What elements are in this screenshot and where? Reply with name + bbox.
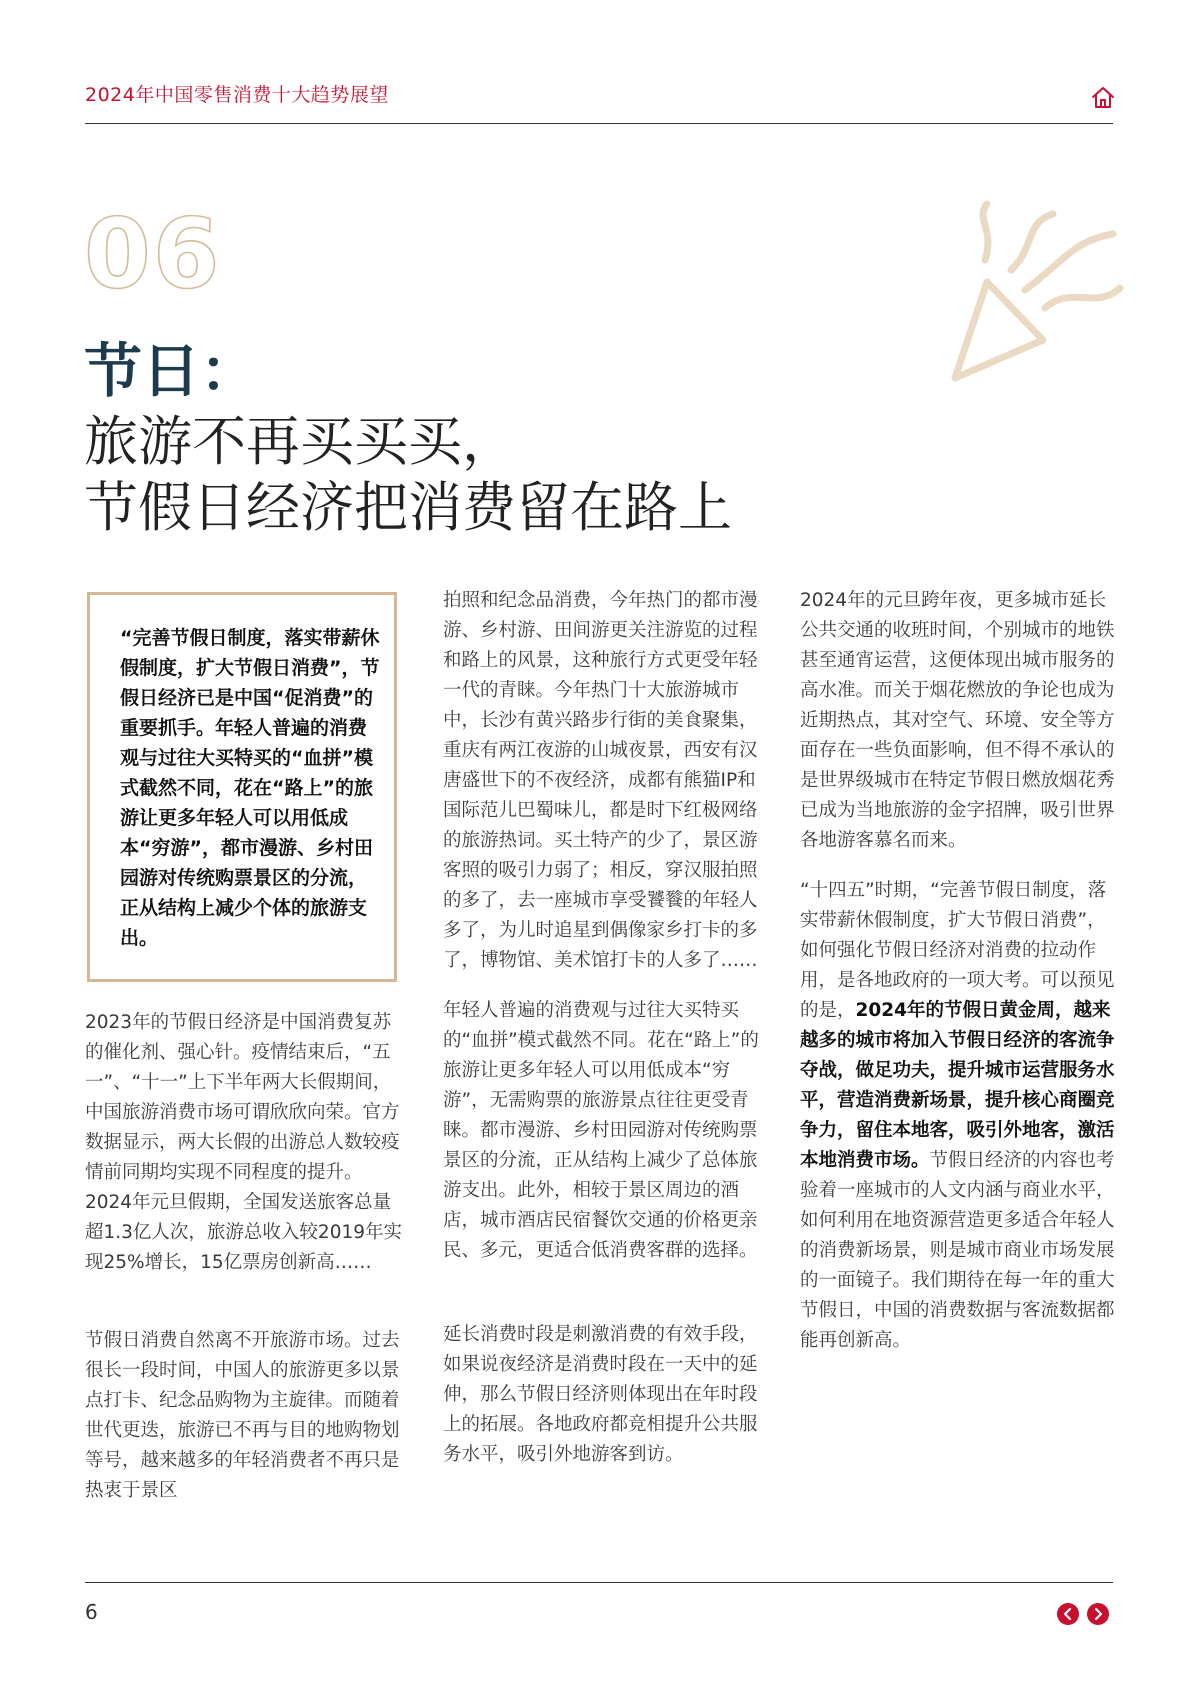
chapter-subtitle-line-2: 节假日经济把消费留在路上 — [84, 476, 732, 539]
chevron-left-icon — [1057, 1603, 1079, 1625]
chevron-right-icon — [1087, 1603, 1109, 1625]
chapter-number: 06 — [84, 198, 222, 310]
column-1 — [85, 1008, 405, 1278]
chapter-title: 节日： — [84, 337, 259, 405]
highlight-text: 2024年的节假日黄金周，越来越多的城市将加入节假日经济的客流争夺战，做足功夫，提升城市运营服务水平，营造消费新场景，提升核心商圈竞争力，留住本地客，吸引外地客，激活本地消费市场。 — [800, 1000, 1115, 1171]
column-3-paragraph-2 — [800, 876, 1120, 1356]
header-divider — [85, 123, 1113, 124]
next-page-button[interactable] — [1087, 1603, 1109, 1625]
document-title: 2024年中国零售消费十大趋势展望 — [85, 84, 389, 106]
paragraph — [800, 876, 1120, 1356]
paragraph: 延长消费时段是刺激消费的有效手段，如果说夜经济是消费时段在一天中的延伸，那么节假日经济则体现出在年时段上的拓展。各地政府都竞相提升公共服务水平，吸引外地游客到访。 — [443, 1324, 758, 1465]
paragraph: 年轻人普遍的消费观与过往大买特买的“血拼”模式截然不同。花在“路上”的旅游让更多年轻人可以用低成本“穷游”，无需购票的旅游景点往往更受青睐。都市漫游、乡村田园游对传统购票景区的分流，正从结构上减少了总体旅游支出。此外，相较于景区周边的酒店，城市酒店民宿餐饮交通的价格更亲民、多元，更适合低消费客群的选择。 — [443, 1000, 759, 1261]
footer-divider — [85, 1582, 1113, 1583]
column-2-paragraph-2 — [443, 996, 763, 1266]
page-number: 6 — [85, 1600, 98, 1624]
paragraph: 2023年的节假日经济是中国消费复苏的催化剂、强心针。疫情结束后，“五一”、“十一”上下半年两大长假期间，中国旅游消费市场可谓欣欣向荣。官方数据显示，两大长假的出游总人数较疫情前同期均实现不同程度的提升。2024年元旦假期，全国发送旅客总量超1.3亿人次，旅游总收入较2019年实现25%增长，15亿票房创新高…… — [85, 1012, 403, 1273]
paragraph: 节假日消费自然离不开旅游市场。过去很长一段时间，中国人的旅游更多以景点打卡、纪念品购物为主旋律。而随着世代更迭，旅游已不再与目的地购物划等号，越来越多的年轻消费者不再只是热衷于景区 — [85, 1330, 400, 1501]
paragraph: 拍照和纪念品消费，今年热门的都市漫游、乡村游、田间游更关注游览的过程和路上的风景，这种旅行方式更受年轻一代的青睐。今年热门十大旅游城市中，长沙有黄兴路步行街的美食聚集，重庆有两江夜游的山城夜景，西安有汉唐盛世下的不夜经济，成都有熊猫IP和国际范儿巴蜀味儿，都是时下红极网络的旅游热词。买土特产的少了，景区游客照的吸引力弱了；相反，穿汉服拍照的多了，去一座城市享受饕餮的年轻人多了，为儿时追星到偶像家乡打卡的多了，博物馆、美术馆打卡的人多了…… — [443, 590, 758, 971]
column-2 — [443, 586, 763, 976]
column-2-paragraph-3 — [443, 1320, 763, 1470]
column-3 — [800, 586, 1120, 856]
pull-quote-box — [87, 592, 397, 982]
chapter-subtitle-line-1: 旅游不再买买买， — [84, 410, 516, 473]
text-span: “十四五”时期，“完善节假日制度，落实带薪休假制度，扩大节假日消费”，如何强化节假日经济对消费的拉动作用，是各地政府的一项大考。可以预见的是， — [800, 880, 1115, 1021]
text-span: 节假日经济的内容也考验着一座城市的人文内涵与商业水平，如何利用在地资源营造更多适合年轻人的消费新场景，则是城市商业市场发展的一面镜子。我们期待在每一年的重大节假日，中国的消费数据与客流数据都能再创新高。 — [800, 1150, 1115, 1351]
paragraph: 2024年的元旦跨年夜，更多城市延长公共交通的收班时间，个别城市的地铁甚至通宵运营，这便体现出城市服务的高水准。而关于烟花燃放的争论也成为近期热点，其对空气、环境、安全等方面存在一些负面影响，但不得不承认的是世界级城市在特定节假日燃放烟花秀已成为当地旅游的金字招牌，吸引世界各地游客慕名而来。 — [800, 590, 1115, 851]
previous-page-button[interactable] — [1057, 1603, 1079, 1625]
pull-quote-text: “完善节假日制度，落实带薪休假制度，扩大节假日消费”，节假日经济已是中国“促消费”的重要抓手。年轻人普遍的消费观与过往大买特买的“血拼”模式截然不同，花在“路上”的旅游让更多年轻人可以用低成本“穷游”，都市漫游、乡村田园游对传统购票景区的分流，正从结构上减少个体的旅游支出。 — [120, 627, 380, 949]
party-popper-icon — [925, 200, 1125, 390]
column-1-continued — [85, 1326, 405, 1506]
home-icon[interactable] — [1090, 84, 1116, 110]
